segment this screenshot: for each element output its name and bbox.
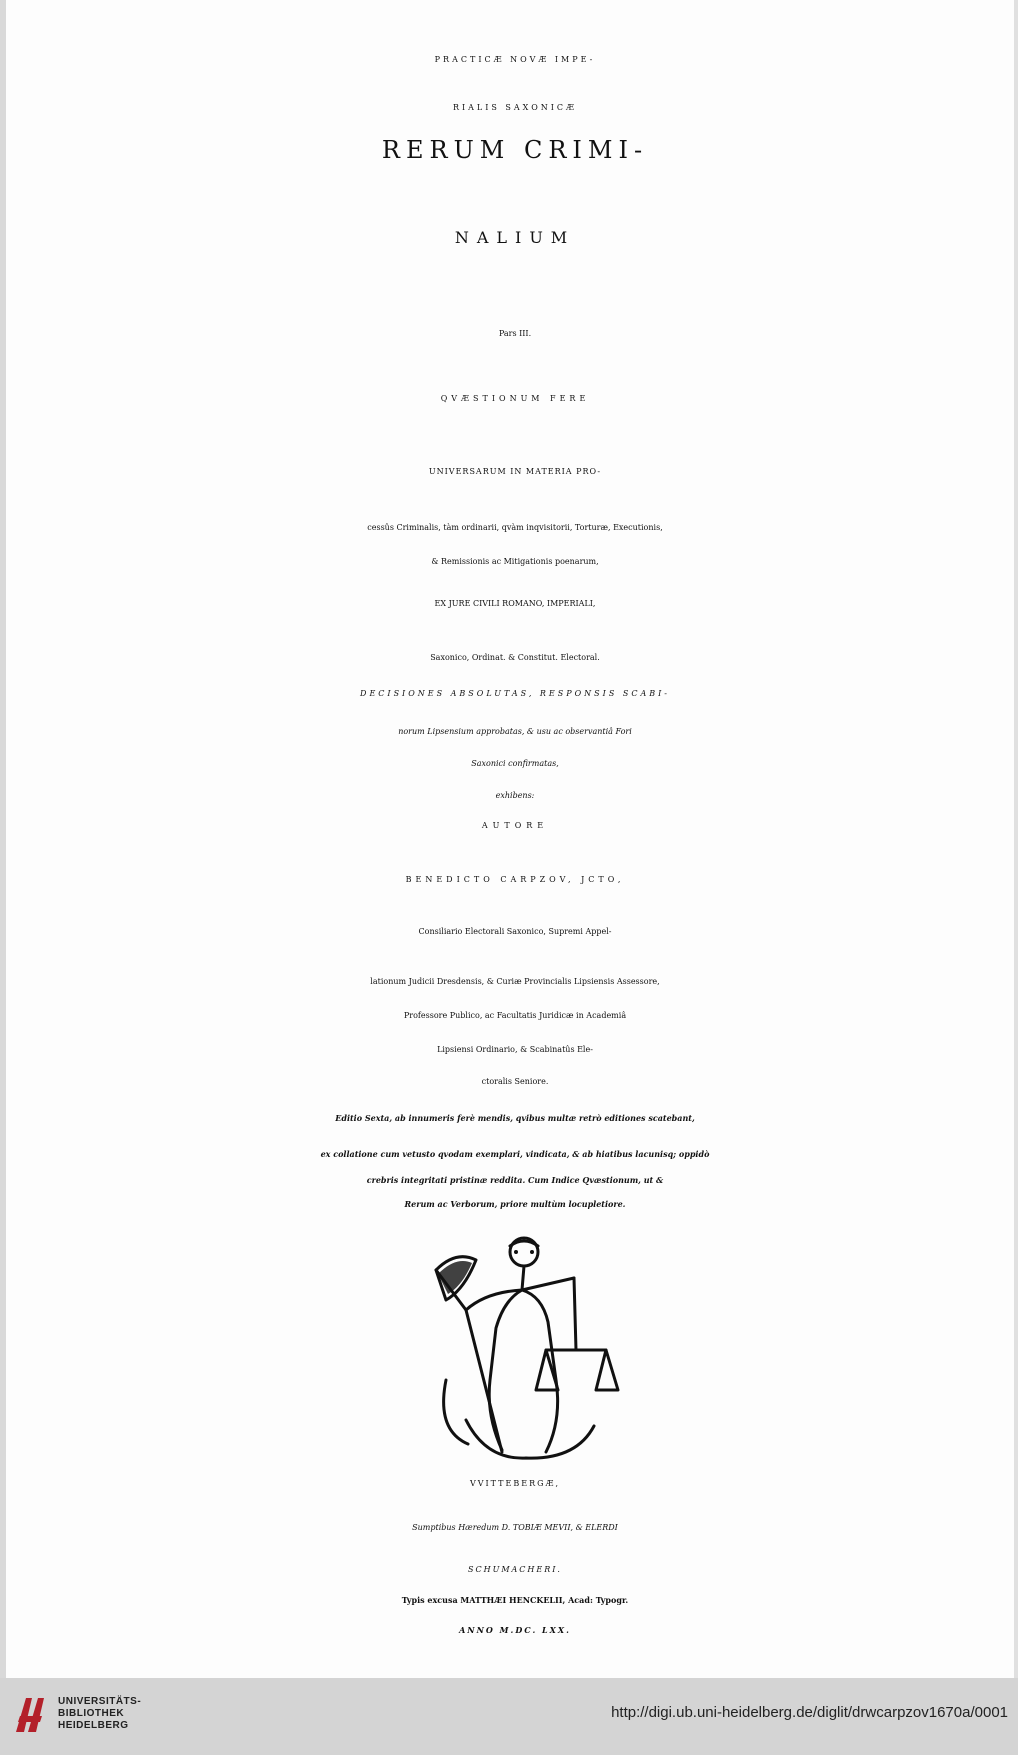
- subtitle-exhibens: exhibens:: [495, 791, 535, 800]
- subtitle-line-11: Saxonico, Ordinat. & Constitut. Electoral.: [430, 653, 600, 662]
- author-title-4: Lipsiensi Ordinario, & Scabinatûs Ele-: [437, 1045, 593, 1054]
- edition-line-1: Editio Sexta, ab innumeris ferè mendis, qvibus multæ retrò editiones scatebant,: [335, 1113, 695, 1123]
- title-line-2: RIALIS SAXONICÆ: [452, 103, 578, 112]
- title-nalium: NALIUM: [454, 228, 576, 247]
- author-title-2: lationum Judicii Dresdensis, & Curiæ Provincialis Lipsiensis Assessore,: [370, 977, 660, 986]
- part-number: Pars III.: [498, 329, 532, 338]
- subtitle-line-9: & Remissionis ac Mitigationis poenarum,: [431, 557, 599, 566]
- permalink-url[interactable]: http://digi.ub.uni-heidelberg.de/diglit/drwcarpzov1670a/0001: [611, 1704, 1008, 1721]
- subtitle-quaestionum: QVÆSTIONUM FERE: [440, 394, 590, 403]
- subtitle-decisiones: DECISIONES ABSOLUTAS, RESPONSIS SCABI-: [360, 689, 670, 698]
- university-library-logo-text[interactable]: [58, 1696, 141, 1732]
- autore-label: AUTORE: [481, 821, 549, 830]
- imprint-place: VVITTEBERGÆ,: [469, 1479, 561, 1488]
- author-name: BENEDICTO CARPZOV, JCTO,: [405, 875, 625, 884]
- logo-line-1: UNIVERSITÄTS-: [58, 1696, 142, 1707]
- edition-line-4: Rerum ac Verborum, priore multùm locupletiore.: [404, 1199, 626, 1209]
- edition-line-2: ex collatione cum vetusto qvodam exemplari, vindicata, & ab hiatibus lacunisq; oppidò: [320, 1149, 710, 1159]
- subtitle-line-13: norum Lipsensium approbatas, & usu ac observantiâ Fori: [398, 727, 632, 736]
- imprint-year: ANNO M.DC. LXX.: [459, 1625, 571, 1635]
- imprint-publisher-2: SCHUMACHERI.: [468, 1565, 562, 1574]
- logo-line-3: HEIDELBERG: [58, 1720, 129, 1731]
- subtitle-line-8: cessûs Criminalis, tàm ordinarii, qvàm inqvisitorii, Torturæ, Executionis,: [367, 523, 663, 532]
- subtitle-universarum: UNIVERSARUM IN MATERIA PRO-: [428, 467, 602, 476]
- logo-line-2: BIBLIOTHEK: [58, 1708, 125, 1719]
- subtitle-line-14: Saxonici confirmatas,: [471, 759, 559, 768]
- author-title-3: Professore Publico, ac Facultatis Juridicæ in Academiâ: [403, 1011, 627, 1020]
- edition-line-3: crebris integritati pristinæ reddita. Cum Indice Qvæstionum, ut &: [366, 1175, 664, 1185]
- author-title-1: Consiliario Electorali Saxonico, Supremi Appel-: [418, 927, 612, 936]
- subtitle-ex-jure: EX JURE CIVILI ROMANO, IMPERIALI,: [434, 599, 596, 608]
- title-line-1: PRACTICÆ NOVÆ IMPE-: [434, 55, 596, 64]
- justitia-emblem-icon: [406, 1230, 646, 1470]
- title-rerum-crimi: RERUM CRIMI-: [381, 136, 649, 164]
- author-title-5: ctoralis Seniore.: [481, 1077, 549, 1086]
- imprint-printer: Typis excusa MATTHÆI HENCKELII, Acad: Typogr.: [401, 1595, 629, 1605]
- university-library-logo-icon[interactable]: [12, 1692, 52, 1736]
- imprint-publisher: Sumptibus Hæredum D. TOBIÆ MEVII, & ELERDI: [412, 1523, 618, 1532]
